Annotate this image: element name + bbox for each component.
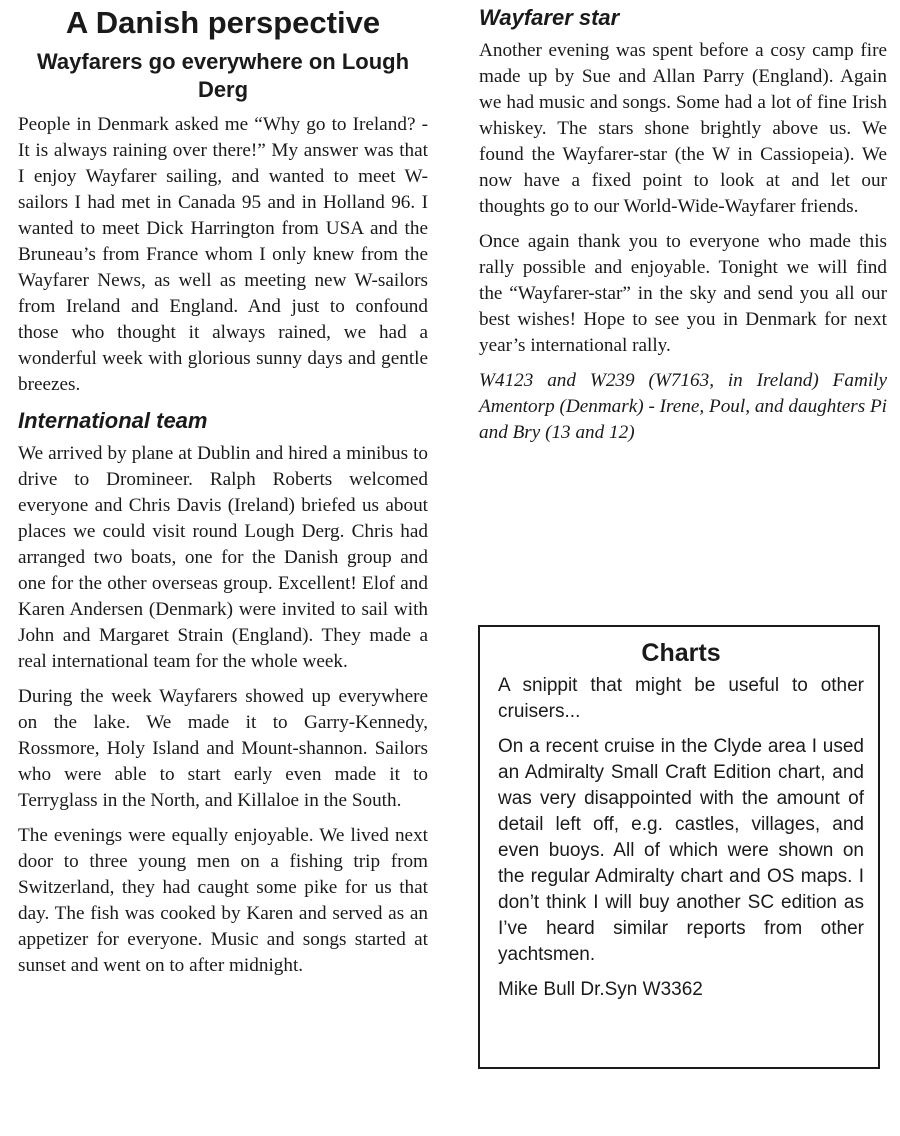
article-title: A Danish perspective xyxy=(65,5,381,40)
left-column xyxy=(18,4,428,988)
charts-signature: Mike Bull Dr.Syn W3362 xyxy=(498,979,703,1000)
charts-sidebar-box xyxy=(478,625,880,1069)
charts-title: Charts xyxy=(641,639,721,667)
intro-paragraph: People in Denmark asked me “Why go to Ireland? - It is always raining over there!” My answer was that I enjoy Wayfarer sailing, and wanted to meet W-sailors I had met in Canada 95 and in Holland 96. I wanted to meet Dick Harrington from USA and the Bruneau’s from France whom I only knew from the Wayfarer News, as well as meeting new W-sailors from Ireland and England. And just to confound those who thought it always rained, we had a wonderful week with glorious sunny days and gentle breezes. xyxy=(18,114,428,395)
body-paragraph: During the week Wayfarers showed up everywhere on the lake. We made it to Garry-Kennedy, Rossmore, Holy Island and Mount-shannon. Sailors who were able to start early even made it to Terryglass in the North, and Killaloe in the South. xyxy=(18,686,428,811)
charts-paragraph: A snippit that might be useful to other cruisers... xyxy=(498,675,864,722)
body-paragraph: The evenings were equally enjoyable. We lived next door to three young men on a fishing trip from Switzerland, they had caught some pike for us that day. The fish was cooked by Karen and served as an appetizer for everyone. Music and songs started at sunset and went on to after midnight. xyxy=(18,825,428,976)
section-heading-wayfarer-star: Wayfarer star xyxy=(479,5,620,30)
body-paragraph: Once again thank you to everyone who made this rally possible and enjoyable. Tonight we will find the “Wayfarer-star” in the sky and send you all our best wishes! Hope to see you in Denmark for next year’s international rally. xyxy=(479,231,887,356)
body-paragraph: We arrived by plane at Dublin and hired a minibus to drive to Dromineer. Ralph Roberts welcomed everyone and Chris Davis (Ireland) briefed us about places we could visit round Lough Derg. Chris had arranged two boats, one for the Danish group and one for the other overseas group. Excellent! Elof and Karen Andersen (Denmark) were invited to sail with John and Margaret Strain (England). They made a real international team for the whole week. xyxy=(18,443,428,672)
body-paragraph: Another evening was spent before a cosy camp fire made up by Sue and Allan Parry (England). Again we had music and songs. Some had a lot of fine Irish whiskey. The stars shone brightly above us. We found the Wayfarer-star (the W in Cassiopeia). We now have a fixed point to look at and let our thoughts go to our World-Wide-Wayfarer friends. xyxy=(479,40,887,217)
section-heading-international-team: International team xyxy=(18,408,208,433)
article-subtitle: Wayfarers go everywhere on Lough Derg xyxy=(36,49,410,102)
charts-paragraph: On a recent cruise in the Clyde area I used an Admiralty Small Craft Edition chart, and was very disappointed with the amount of detail left off, e.g. castles, villages, and even buoys. All of which were shown on the regular Admiralty chart and OS maps. I don’t think I will buy another SC edition as I’ve heard similar reports from other yachtsmen. xyxy=(498,736,864,965)
right-column xyxy=(479,4,887,446)
article-signature: W4123 and W239 (W7163, in Ireland) Family Amentorp (Denmark) - Irene, Poul, and daughters Pi and Bry (13 and 12) xyxy=(479,370,888,443)
